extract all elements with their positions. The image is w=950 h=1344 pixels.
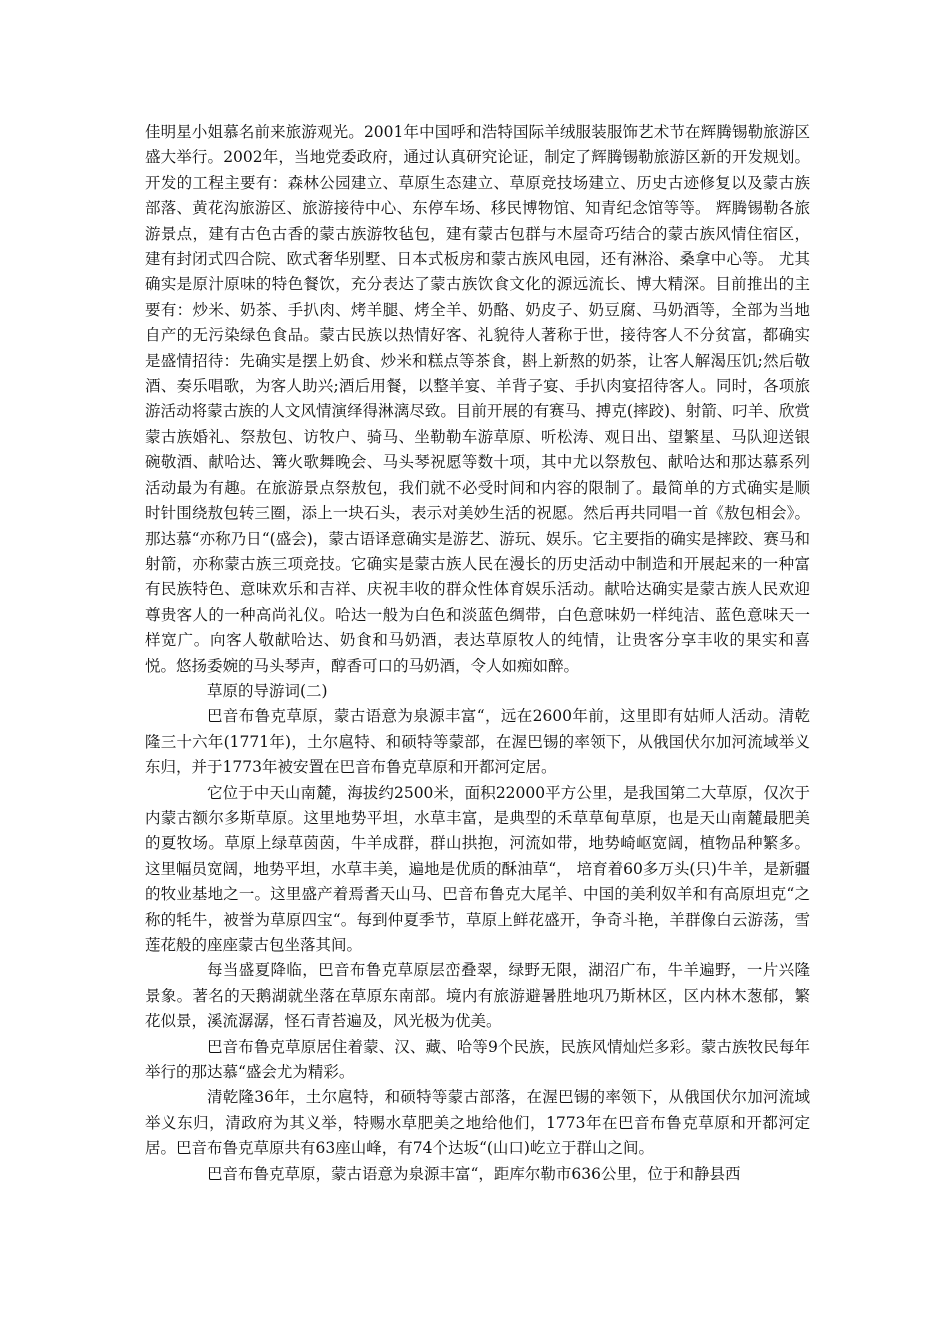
paragraph-bayinbuluke-intro: 巴音布鲁克草原，蒙古语意为泉源丰富“，远在2600年前，这里即有姑师人活动。清乾隆三十六年(1771年)，土尔扈特、和硕特等蒙部，在渥巴锡的率领下，从俄国伏尔加河流域举义东归，并于1773年被安置在巴音布鲁克草原和开都河定居。 <box>145 707 810 777</box>
paragraph-summer: 每当盛夏降临，巴音布鲁克草原层峦叠翠，绿野无限，湖沼广布，牛羊遍野，一片兴隆景象。著名的天鹅湖就坐落在草原东南部。境内有旅游避暑胜地巩乃斯林区，区内林木葱郁，繁花似景，溪流潺潺，怪石青苔遍及，风光极为优美。 <box>145 961 810 1031</box>
paragraph-distance: 巴音布鲁克草原，蒙古语意为泉源丰富“，距库尔勒市636公里，位于和静县西 <box>207 1164 741 1183</box>
paragraph-ethnic: 巴音布鲁克草原居住着蒙、汉、藏、哈等9个民族，民族风情灿烂多彩。蒙古族牧民每年举行的那达慕“盛会尤为精彩。 <box>145 1037 810 1082</box>
paragraph-history: 清乾隆36年，土尔扈特，和硕特等蒙古部落，在渥巴锡的率领下，从俄国伏尔加河流域举义东归，清政府为其义举，特赐水草肥美之地给他们，1773年在巴音布鲁克草原和开都河定居。巴音布鲁克草原共有63座山峰，有74个达坂“(山口)屹立于群山之间。 <box>145 1088 810 1158</box>
document-body <box>145 120 810 1187</box>
section-heading: 草原的导游词(二) <box>207 681 328 700</box>
paragraph-location: 它位于中天山南麓，海拔约2500米，面积22000平方公里，是我国第二大草原，仅次于内蒙古额尔多斯草原。这里地势平坦，水草丰富，是典型的禾草草甸草原，也是天山南麓最肥美的夏牧场。草原上绿草茵茵，牛羊成群，群山拱抱，河流如带，地势崎岖宽阔，植物品种繁多。这里幅员宽阔，地势平坦，水草丰美，遍地是优质的酥油草“， 培育着60多万头(只)牛羊，是新疆的牧业基地之一。这里盛产着焉耆天山马、巴音布鲁克大尾羊、中国的美利奴羊和有高原坦克“之称的牦牛，被誉为草原四宝“。每到仲夏季节，草原上鲜花盛开，争奇斗艳，羊群像白云游荡，雪莲花般的座座蒙古包坐落其间。 <box>145 783 810 954</box>
paragraph-huitengxile: 佳明星小姐慕名前来旅游观光。2001年中国呼和浩特国际羊绒服装服饰艺术节在辉腾锡勒旅游区盛大举行。2002年，当地党委政府，通过认真研究论证，制定了辉腾锡勒旅游区新的开发规划。开发的工程主要有：森林公园建立、草原生态建立、草原竞技场建立、历史古迹修复以及蒙古族部落、黄花沟旅游区、旅游接待中心、东停车场、移民博物馆、知青纪念馆等等。 辉腾锡勒各旅游景点，建有古色古香的蒙古族游牧毡包，建有蒙古包群与木屋奇巧结合的蒙古族风情住宿区，建有封闭式四合院、欧式奢华别墅、日本式板房和蒙古族风电园，还有淋浴、桑拿中心等。 尤其确实是原汁原味的特色餐饮，充分表达了蒙古族饮食文化的源远流长、博大精深。目前推出的主要有：炒米、奶茶、手扒肉、烤羊腿、烤全羊、奶酪、奶皮子、奶豆腐、马奶酒等，全部为当地自产的无污染绿色食品。蒙古民族以热情好客、礼貌待人著称于世，接待客人不分贫富，都确实是盛情招待：先确实是摆上奶食、炒米和糕点等茶食，斟上新熬的奶茶，让客人解渴压饥;然后敬酒、奏乐唱歌，为客人助兴;酒后用餐，以整羊宴、羊背子宴、手扒肉宴招待客人。同时，各项旅游活动将蒙古族的人文风情演绎得淋漓尽致。目前开展的有赛马、搏克(摔跤)、射箭、叼羊、欣赏蒙古族婚礼、祭敖包、访牧户、骑马、坐勒勒车游草原、听松涛、观日出、望繁星、马队迎送银碗敬酒、献哈达、篝火歌舞晚会、马头琴祝愿等数十项，其中尤以祭敖包、献哈达和那达慕系列活动最为有趣。在旅游景点祭敖包，我们就不必受时间和内容的限制了。最简单的方式确实是顺时针围绕敖包转三圈，添上一块石头，表示对美妙生活的祝愿。然后再共同唱一首《敖包相会》。 那达慕“亦称乃日“(盛会)，蒙古语译意确实是游艺、游玩、娱乐。它主要指的确实是摔跤、赛马和射箭，亦称蒙古族三项竞技。它确实是蒙古族人民在漫长的历史活动中制造和开展起来的一种富有民族特色、意味欢乐和吉祥、庆祝丰收的群众性体育娱乐活动。献哈达确实是蒙古族人民欢迎尊贵客人的一种高尚礼仪。哈达一般为白色和淡蓝色绸带，白色意味奶一样纯洁、蓝色意味天一样宽广。向客人敬献哈达、奶食和马奶酒，表达草原牧人的纯情，让贵客分享丰收的果实和喜悦。悠扬委婉的马头琴声，醇香可口的马奶酒，令人如痴如醉。 <box>145 123 810 675</box>
